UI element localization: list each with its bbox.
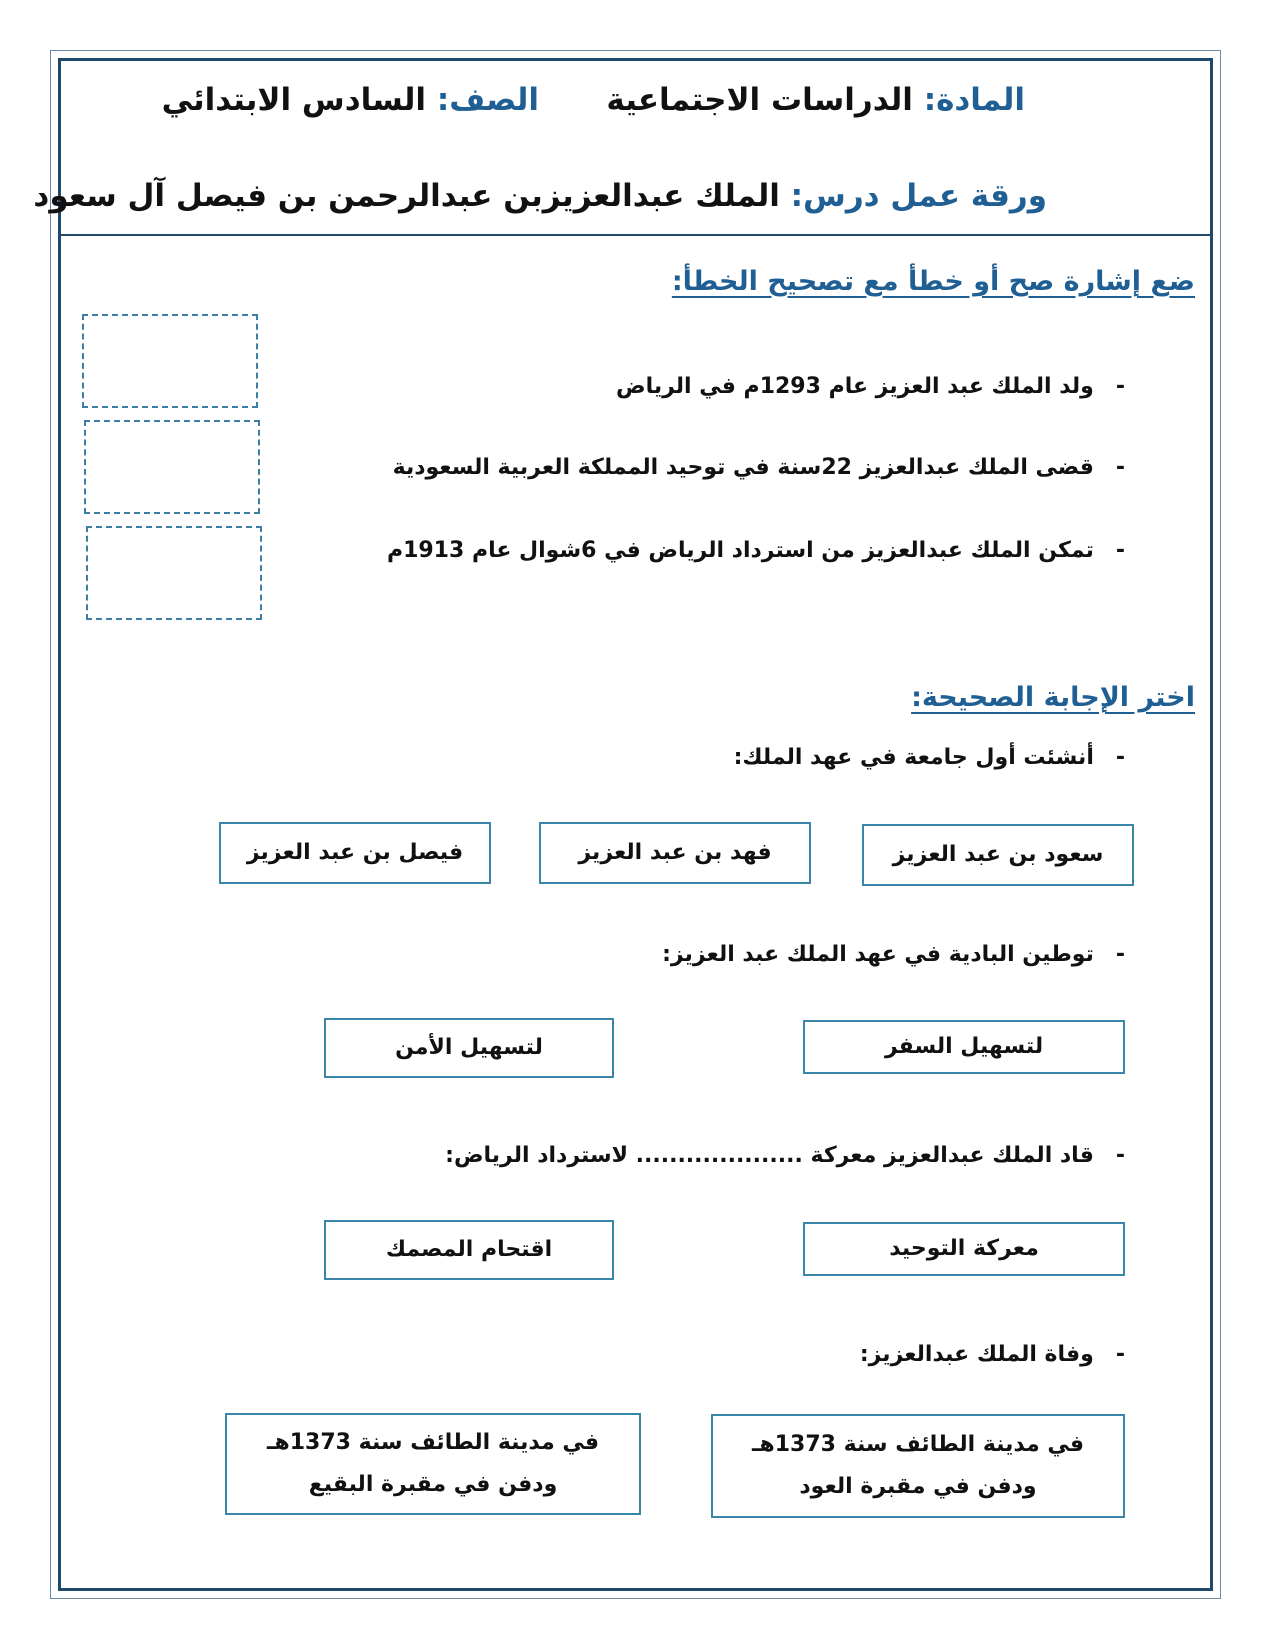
mcq-question-4: -وفاة الملك عبدالعزيز: [859,1342,1125,1367]
q4-option-2[interactable]: في مدينة الطائف سنة 1373هـ ودفن في مقبرة البقيع [225,1413,641,1515]
q1-option-3[interactable]: فيصل بن عبد العزيز [219,822,491,884]
grade-value: السادس الابتدائي [161,82,427,118]
q3-option-2[interactable]: اقتحام المصمك [324,1220,614,1280]
q2-option-2[interactable]: لتسهيل الأمن [324,1018,614,1078]
section1-title: ضع إشارة صح أو خطأ مع تصحيح الخطأ: [671,266,1195,297]
subject-line [606,82,1025,118]
grade-label: الصف: [436,82,539,118]
q4-option-1[interactable]: في مدينة الطائف سنة 1373هـ ودفن في مقبرة العود [711,1414,1125,1518]
mcq-question-1: -أنشئت أول جامعة في عهد الملك: [733,745,1125,770]
header-divider [59,234,1212,236]
mcq-question-3: -قاد الملك عبدالعزيز معركة .................... لاسترداد الرياض: [445,1143,1125,1168]
subject-label: المادة: [923,82,1025,118]
lesson-line [33,178,1047,214]
answer-box-2[interactable] [84,420,260,514]
tf-item-3: -تمكن الملك عبدالعزيز من استرداد الرياض في 6شوال عام 1913م [386,538,1125,563]
grade-line [162,82,539,118]
tf-item-1: -ولد الملك عبد العزيز عام 1293م في الرياض [615,374,1125,399]
q1-option-2[interactable]: فهد بن عبد العزيز [539,822,811,884]
answer-box-1[interactable] [82,314,258,408]
mcq-question-2: -توطين البادية في عهد الملك عبد العزيز: [662,942,1125,967]
q2-option-1[interactable]: لتسهيل السفر [803,1020,1125,1074]
subject-value: الدراسات الاجتماعية [606,82,913,118]
lesson-label: ورقة عمل درس: [790,178,1047,214]
q1-option-1[interactable]: سعود بن عبد العزيز [862,824,1134,886]
tf-item-2: -قضى الملك عبدالعزيز 22سنة في توحيد المملكة العربية السعودية [392,455,1125,480]
answer-box-3[interactable] [86,526,262,620]
q3-option-1[interactable]: معركة التوحيد [803,1222,1125,1276]
lesson-value: الملك عبدالعزيزبن عبدالرحمن بن فيصل آل سعود [33,178,780,214]
section2-title: اختر الإجابة الصحيحة: [911,682,1195,713]
